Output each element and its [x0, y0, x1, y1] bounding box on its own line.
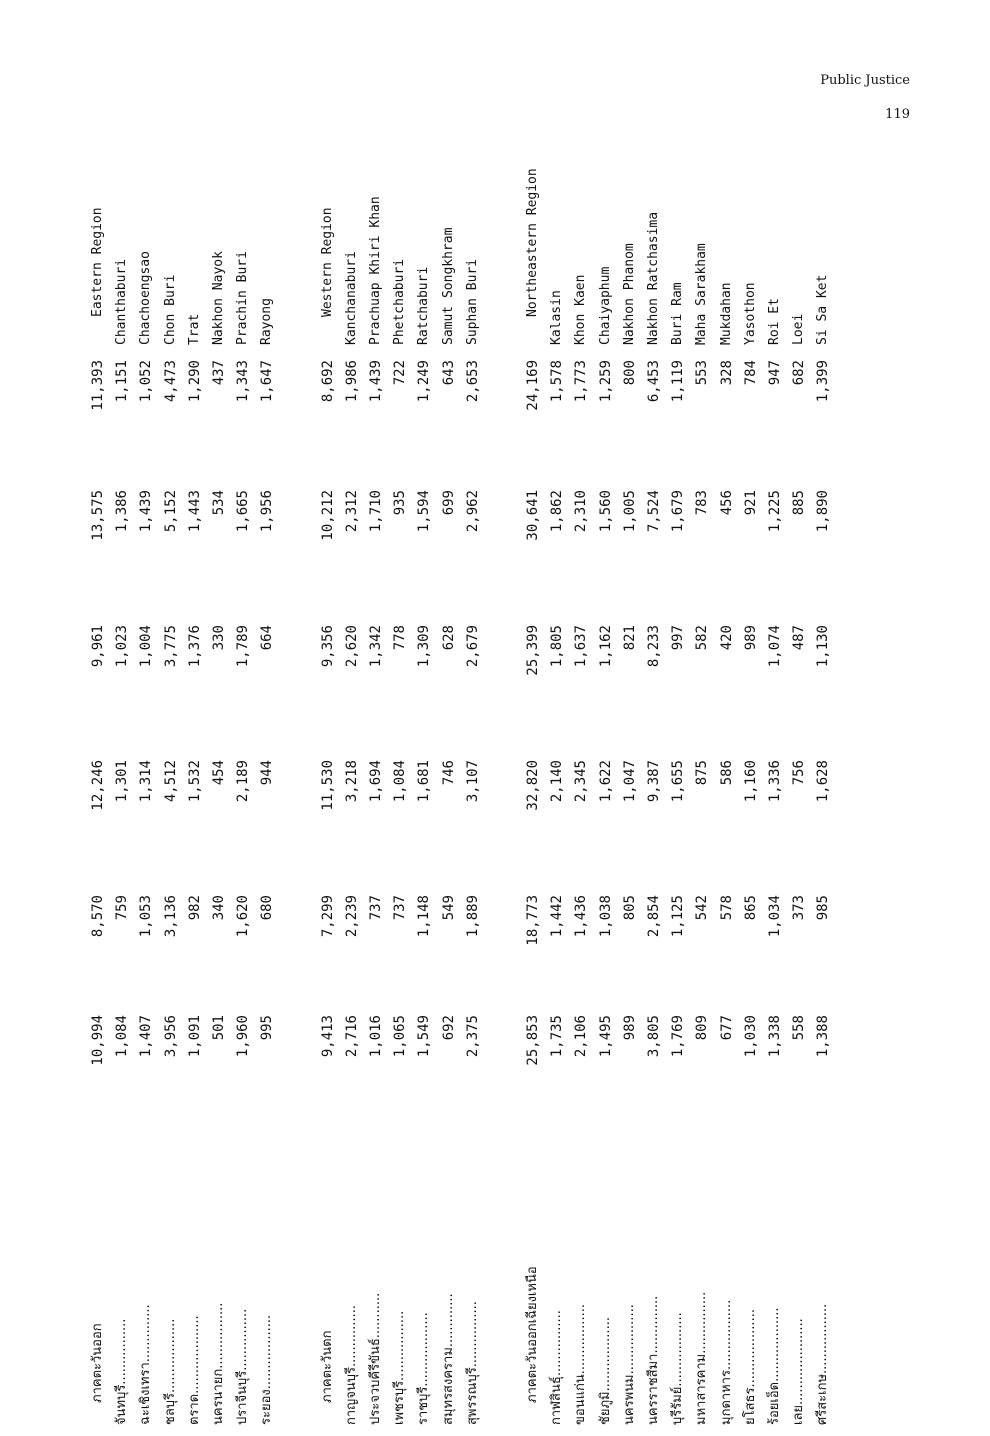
value-cell: 746 [440, 760, 457, 786]
value-cell: 865 [742, 895, 759, 921]
thai-label: ร้อยเอ็ด.................. [767, 1307, 782, 1425]
province-row [183, 175, 207, 1425]
value-cell: 1,628 [815, 760, 832, 803]
value-cell: 1,151 [114, 360, 131, 403]
value-cell: 11,530 [319, 760, 336, 811]
province-row [231, 175, 255, 1425]
value-cell: 1,665 [235, 490, 252, 533]
value-cell: 1,560 [597, 490, 614, 533]
english-label: Prachin Buri [235, 251, 251, 345]
value-cell: 643 [440, 360, 457, 386]
value-cell: 1,710 [368, 490, 384, 533]
value-cell: 1,407 [138, 1015, 155, 1058]
value-cell: 2,189 [235, 760, 252, 803]
value-cell: 3,107 [464, 760, 481, 803]
province-row [134, 175, 158, 1425]
value-cell: 982 [186, 895, 203, 921]
value-cell: 1,091 [186, 1015, 203, 1058]
english-label: Ratchaburi [416, 266, 432, 345]
value-cell: 30,641 [525, 490, 541, 541]
province-row [437, 175, 461, 1425]
value-cell: 885 [791, 490, 808, 516]
value-cell: 3,218 [343, 760, 360, 803]
value-cell: 1,694 [368, 760, 384, 803]
value-cell: 1,620 [235, 895, 252, 938]
province-row [110, 175, 134, 1425]
value-cell: 699 [440, 490, 457, 516]
english-label: Loei [791, 313, 807, 345]
value-cell: 9,356 [319, 625, 336, 668]
value-cell: 2,679 [464, 625, 481, 668]
english-label: Nakhon Ratchasima [646, 211, 661, 345]
value-cell: 12,246 [90, 760, 106, 811]
value-cell: 1,889 [464, 895, 481, 938]
value-cell: 1,890 [815, 490, 832, 533]
value-cell: 1,532 [186, 760, 203, 803]
value-cell: 553 [694, 360, 711, 386]
thai-label: ตราด................... [186, 1315, 202, 1425]
thai-label: ราชบุรี.................. [416, 1312, 432, 1425]
value-cell: 2,310 [573, 490, 590, 533]
value-cell: 1,034 [767, 895, 783, 938]
value-cell: 989 [742, 625, 759, 651]
value-cell: 3,805 [646, 1015, 662, 1058]
value-cell: 1,160 [742, 760, 759, 803]
province-row [461, 175, 485, 1425]
english-label: Khon Kaen [573, 274, 589, 345]
value-cell: 1,130 [815, 625, 832, 668]
value-cell: 1,386 [114, 490, 131, 533]
value-cell: 692 [440, 1015, 457, 1041]
english-label: Nakhon Phanom [621, 243, 637, 345]
value-cell: 501 [211, 1015, 227, 1041]
value-cell: 989 [621, 1015, 638, 1041]
province-row [569, 175, 593, 1425]
english-label: Suphan Buri [464, 258, 480, 345]
thai-label: บุรีรัมย์.................. [670, 1312, 686, 1425]
value-cell: 9,413 [319, 1015, 336, 1058]
province-row [255, 175, 279, 1425]
province-row [388, 175, 412, 1425]
value-cell: 995 [259, 1015, 276, 1041]
value-cell: 7,299 [319, 895, 336, 938]
value-cell: 2,345 [573, 760, 590, 803]
english-label: Samut Songkhram [440, 227, 456, 345]
value-cell: 1,655 [670, 760, 687, 803]
value-cell: 875 [694, 760, 711, 786]
province-row [545, 175, 569, 1425]
value-cell: 1,225 [767, 490, 783, 533]
value-cell: 1,647 [259, 360, 276, 403]
value-cell: 1,862 [549, 490, 566, 533]
value-cell: 628 [440, 625, 457, 651]
province-row [594, 175, 618, 1425]
region-row [316, 175, 340, 1425]
value-cell: 8,570 [90, 895, 106, 938]
value-cell: 2,854 [646, 895, 662, 938]
thai-label: เลย..................... [791, 1318, 807, 1425]
value-cell: 997 [670, 625, 687, 651]
value-cell: 809 [694, 1015, 711, 1041]
value-cell: 1,679 [670, 490, 687, 533]
value-cell: 1,439 [368, 360, 384, 403]
value-cell: 373 [791, 895, 808, 921]
value-cell: 8,233 [646, 625, 662, 668]
value-cell: 1,769 [670, 1015, 687, 1058]
value-cell: 756 [791, 760, 808, 786]
value-cell: 1,735 [549, 1015, 566, 1058]
thai-label: ภาคตะวันออก [90, 1323, 105, 1403]
thai-label: ระยอง.................. [259, 1314, 275, 1425]
value-cell: 4,512 [162, 760, 179, 803]
value-cell: 5,152 [162, 490, 179, 533]
english-label: Northeastern Region [525, 168, 540, 317]
thai-label: นครพนม................. [621, 1304, 637, 1425]
value-cell: 1,065 [392, 1015, 409, 1058]
value-cell: 328 [718, 360, 735, 386]
province-row [666, 175, 690, 1425]
value-cell: 1,249 [416, 360, 433, 403]
value-cell: 1,301 [114, 760, 131, 803]
value-cell: 1,960 [235, 1015, 252, 1058]
value-cell: 340 [211, 895, 227, 921]
province-row [412, 175, 436, 1425]
value-cell: 1,038 [597, 895, 614, 938]
value-cell: 1,956 [259, 490, 276, 533]
value-cell: 586 [718, 760, 735, 786]
value-cell: 1,436 [573, 895, 590, 938]
thai-label: นครราชสีมา.............. [646, 1295, 661, 1425]
value-cell: 1,314 [138, 760, 155, 803]
region-row [86, 175, 110, 1425]
thai-label: นครนายก................ [211, 1302, 226, 1425]
province-row [739, 175, 763, 1425]
thai-label: สมุทรสงคราม............. [440, 1293, 456, 1425]
value-cell: 800 [621, 360, 638, 386]
value-cell: 935 [392, 490, 409, 516]
value-cell: 582 [694, 625, 711, 651]
value-cell: 664 [259, 625, 276, 651]
value-cell: 2,620 [343, 625, 360, 668]
english-label: Chaiyaphum [597, 266, 613, 345]
value-cell: 1,053 [138, 895, 155, 938]
value-cell: 2,716 [343, 1015, 360, 1058]
thai-label: มุกดาหาร................. [718, 1299, 734, 1425]
value-cell: 32,820 [525, 760, 541, 811]
value-cell: 1,443 [186, 490, 203, 533]
english-label: Chachoengsao [138, 251, 154, 345]
value-cell: 3,956 [162, 1015, 179, 1058]
value-cell: 1,399 [815, 360, 832, 403]
value-cell: 1,047 [621, 760, 638, 803]
value-cell: 1,119 [670, 360, 687, 403]
value-cell: 1,439 [138, 490, 155, 533]
thai-label: ขอนแก่น................. [573, 1304, 589, 1425]
value-cell: 1,594 [416, 490, 433, 533]
value-cell: 24,169 [525, 360, 541, 411]
value-cell: 1,290 [186, 360, 203, 403]
value-cell: 1,074 [767, 625, 783, 668]
value-cell: 8,692 [319, 360, 336, 403]
english-label: Kalasin [549, 290, 565, 345]
province-row [811, 175, 835, 1425]
value-cell: 1,789 [235, 625, 252, 668]
value-cell: 542 [694, 895, 711, 921]
value-cell: 737 [392, 895, 409, 921]
value-cell: 759 [114, 895, 131, 921]
value-cell: 420 [718, 625, 735, 651]
value-cell: 1,388 [815, 1015, 832, 1058]
value-cell: 3,136 [162, 895, 179, 938]
english-label: Phetchaburi [392, 258, 408, 345]
value-cell: 947 [767, 360, 783, 386]
thai-label: ฉะเชิงเทรา.............. [138, 1304, 154, 1425]
thai-label: กาญจนบุรี............... [343, 1305, 359, 1425]
province-row [787, 175, 811, 1425]
value-cell: 1,338 [767, 1015, 783, 1058]
province-row [340, 175, 364, 1425]
value-cell: 784 [742, 360, 759, 386]
value-cell: 1,084 [392, 760, 409, 803]
value-cell: 1,986 [343, 360, 360, 403]
value-cell: 1,442 [549, 895, 566, 938]
english-label: Kanchanaburi [343, 251, 359, 345]
value-cell: 1,162 [597, 625, 614, 668]
value-cell: 437 [211, 360, 227, 386]
thai-label: จันทบุรี................ [114, 1318, 130, 1425]
value-cell: 10,994 [90, 1015, 106, 1066]
thai-label: ประจวบคีรีขันธ์........... [368, 1292, 383, 1425]
page-number: 119 [885, 107, 910, 122]
english-label: Chanthaburi [114, 258, 130, 345]
value-cell: 1,125 [670, 895, 687, 938]
value-cell: 778 [392, 625, 409, 651]
province-row [715, 175, 739, 1425]
value-cell: 722 [392, 360, 409, 386]
value-cell: 985 [815, 895, 832, 921]
value-cell: 1,148 [416, 895, 433, 938]
english-label: Yasothon [742, 282, 758, 345]
value-cell: 10,212 [319, 490, 336, 541]
province-row [618, 175, 642, 1425]
value-cell: 534 [211, 490, 227, 516]
value-cell: 3,775 [162, 625, 179, 668]
value-cell: 1,084 [114, 1015, 131, 1058]
value-cell: 1,052 [138, 360, 155, 403]
thai-label: มหาสารคาม............... [694, 1291, 710, 1425]
value-cell: 1,016 [368, 1015, 384, 1058]
english-label: Nakhon Nayok [211, 251, 226, 345]
thai-label: ศรีสะเกษ................. [815, 1303, 831, 1425]
value-cell: 13,575 [90, 490, 106, 541]
value-cell: 549 [440, 895, 457, 921]
province-row [207, 175, 231, 1425]
thai-label: ชลบุรี.................. [162, 1318, 178, 1425]
value-cell: 805 [621, 895, 638, 921]
thai-label: สุพรรณบุรี................ [464, 1301, 480, 1425]
value-cell: 2,106 [573, 1015, 590, 1058]
thai-label: ภาคตะวันออกเฉียงเหนือ [525, 1266, 540, 1403]
value-cell: 9,961 [90, 625, 106, 668]
value-cell: 9,387 [646, 760, 662, 803]
value-cell: 1,549 [416, 1015, 433, 1058]
value-cell: 944 [259, 760, 276, 786]
english-label: Buri Ram [670, 282, 686, 345]
value-cell: 1,004 [138, 625, 155, 668]
value-cell: 680 [259, 895, 276, 921]
province-row [364, 175, 388, 1425]
english-label: Maha Sarakham [694, 243, 710, 345]
value-cell: 1,376 [186, 625, 203, 668]
value-cell: 1,336 [767, 760, 783, 803]
english-label: Roi Et [767, 298, 782, 345]
value-cell: 1,637 [573, 625, 590, 668]
value-cell: 677 [718, 1015, 735, 1041]
english-label: Si Sa Ket [815, 274, 831, 345]
value-cell: 578 [718, 895, 735, 921]
value-cell: 1,023 [114, 625, 131, 668]
value-cell: 2,653 [464, 360, 481, 403]
english-label: Mukdahan [718, 282, 734, 345]
value-cell: 4,473 [162, 360, 179, 403]
value-cell: 1,343 [235, 360, 252, 403]
thai-label: ปราจีนบุรี............... [235, 1308, 251, 1425]
thai-label: ภาคตะวันตก [319, 1330, 335, 1403]
statistics-table [80, 168, 880, 1425]
value-cell: 487 [791, 625, 808, 651]
thai-label: ชัยภูมิ.................. [597, 1317, 613, 1425]
value-cell: 1,259 [597, 360, 614, 403]
value-cell: 1,622 [597, 760, 614, 803]
value-cell: 2,312 [343, 490, 360, 533]
value-cell: 1,495 [597, 1015, 614, 1058]
value-cell: 1,578 [549, 360, 566, 403]
thai-label: เพชรบุรี................. [392, 1310, 408, 1425]
value-cell: 456 [718, 490, 735, 516]
value-cell: 783 [694, 490, 711, 516]
thai-label: กาฬสินธุ์................ [549, 1310, 565, 1425]
running-title: Public Justice [820, 73, 910, 88]
value-cell: 921 [742, 490, 759, 516]
value-cell: 2,962 [464, 490, 481, 533]
value-cell: 2,140 [549, 760, 566, 803]
value-cell: 25,399 [525, 625, 541, 676]
value-cell: 558 [791, 1015, 808, 1041]
value-cell: 2,375 [464, 1015, 481, 1058]
province-row [159, 175, 183, 1425]
province-row [642, 175, 666, 1425]
value-cell: 821 [621, 625, 638, 651]
region-row [521, 168, 545, 1425]
value-cell: 18,773 [525, 895, 541, 946]
value-cell: 1,773 [573, 360, 590, 403]
value-cell: 11,393 [90, 360, 106, 411]
value-cell: 1,342 [368, 625, 384, 668]
value-cell: 1,030 [742, 1015, 759, 1058]
english-label: Eastern Region [90, 207, 105, 317]
value-cell: 682 [791, 360, 808, 386]
value-cell: 737 [368, 895, 384, 921]
value-cell: 1,005 [621, 490, 638, 533]
province-row [763, 175, 787, 1425]
value-cell: 1,681 [416, 760, 433, 803]
english-label: Trat [186, 313, 202, 345]
value-cell: 1,805 [549, 625, 566, 668]
english-label: Chon Buri [162, 274, 178, 345]
value-cell: 330 [211, 625, 227, 651]
value-cell: 6,453 [646, 360, 662, 403]
english-label: Prachuap Khiri Khan [368, 196, 383, 345]
value-cell: 1,309 [416, 625, 433, 668]
english-label: Rayong [259, 298, 275, 345]
value-cell: 7,524 [646, 490, 662, 533]
value-cell: 2,239 [343, 895, 360, 938]
value-cell: 454 [211, 760, 227, 786]
value-cell: 25,853 [525, 1015, 541, 1066]
province-row [690, 175, 714, 1425]
english-label: Western Region [319, 207, 335, 317]
thai-label: ยโสธร................... [742, 1309, 758, 1425]
